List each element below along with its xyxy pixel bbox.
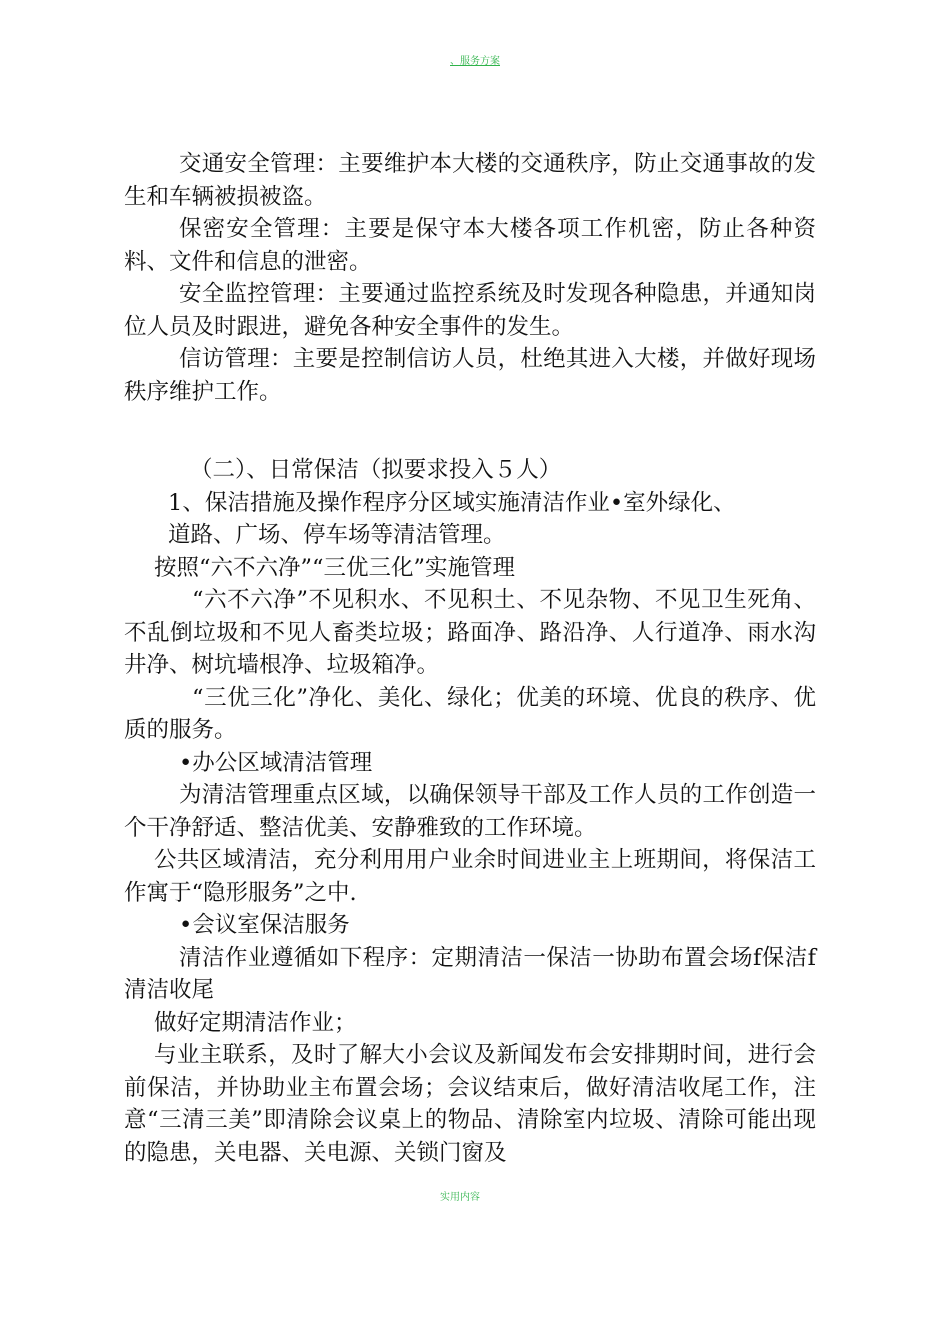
- document-body: [124, 148, 816, 1169]
- paragraph-contact-owner: 与业主联系，及时了解大小会议及新闻发布会安排期时间，进行会前保洁，并协助业主布置会场；会议结束后，做好清洁收尾工作，注意“三清三美”即清除会议桌上的物品、清除室内垃圾、清除可能出现的隐患，关电器、关电源、关锁门窗及: [124, 1042, 816, 1166]
- paragraph-implement: 按照“六不六净”“三优三化”实施管理: [154, 554, 516, 581]
- item1-line1: 1、保洁措施及操作程序分区域实施清洁作业•室外绿化、: [168, 489, 736, 516]
- bullet-meeting-room: •会议室保洁服务: [179, 912, 350, 938]
- paragraph-procedure: 清洁作业遵循如下程序：定期清洁一保洁一协助布置会场f保洁f清洁收尾: [124, 944, 816, 1003]
- section-heading: （二）、日常保洁（拟要求投入５人）: [190, 457, 562, 483]
- paragraph-office-cleaning: 为清洁管理重点区域，以确保领导干部及工作人员的工作创造一个干净舒适、整洁优美、安静雅致的工作环境。: [124, 782, 816, 841]
- page-header-mark: 、服务方案: [450, 56, 500, 67]
- paragraph-public-area: 公共区域清洁，充分利用用户业余时间进业主上班期间，将保洁工作寓于“隐形服务”之中.: [124, 847, 816, 906]
- paragraph-confidentiality: 保密安全管理：主要是保守本大楼各项工作机密，防止各种资料、文件和信息的泄密。: [124, 216, 816, 275]
- paragraph-regular-cleaning: 做好定期清洁作业；: [154, 1009, 357, 1036]
- item1-line2: 道路、广场、停车场等清洁管理。: [168, 522, 506, 548]
- paragraph-traffic-safety: 交通安全管理：主要维护本大楼的交通秩序，防止交通事故的发生和车辆被损被盗。: [124, 151, 816, 210]
- paragraph-three-standards: “三优三化”净化、美化、绿化；优美的环境、优良的秩序、优质的服务。: [124, 684, 816, 743]
- bullet-office-cleaning: •办公区域清洁管理: [179, 749, 373, 776]
- paragraph-six-standards: “六不六净”不见积水、不见积土、不见杂物、不见卫生死角、不乱倒垃圾和不见人畜类垃圾；路面净、路沿净、人行道净、雨水沟井净、树坑墙根净、垃圾箱净。: [124, 587, 816, 678]
- paragraph-petition: 信访管理：主要是控制信访人员，杜绝其进入大楼，并做好现场秩序维护工作。: [124, 346, 816, 405]
- page-footer-mark: 实用内容: [440, 1192, 480, 1203]
- section-spacer: [124, 408, 816, 454]
- paragraph-monitoring: 安全监控管理：主要通过监控系统及时发现各种隐患，并通知岗位人员及时跟进，避免各种安全事件的发生。: [124, 281, 816, 340]
